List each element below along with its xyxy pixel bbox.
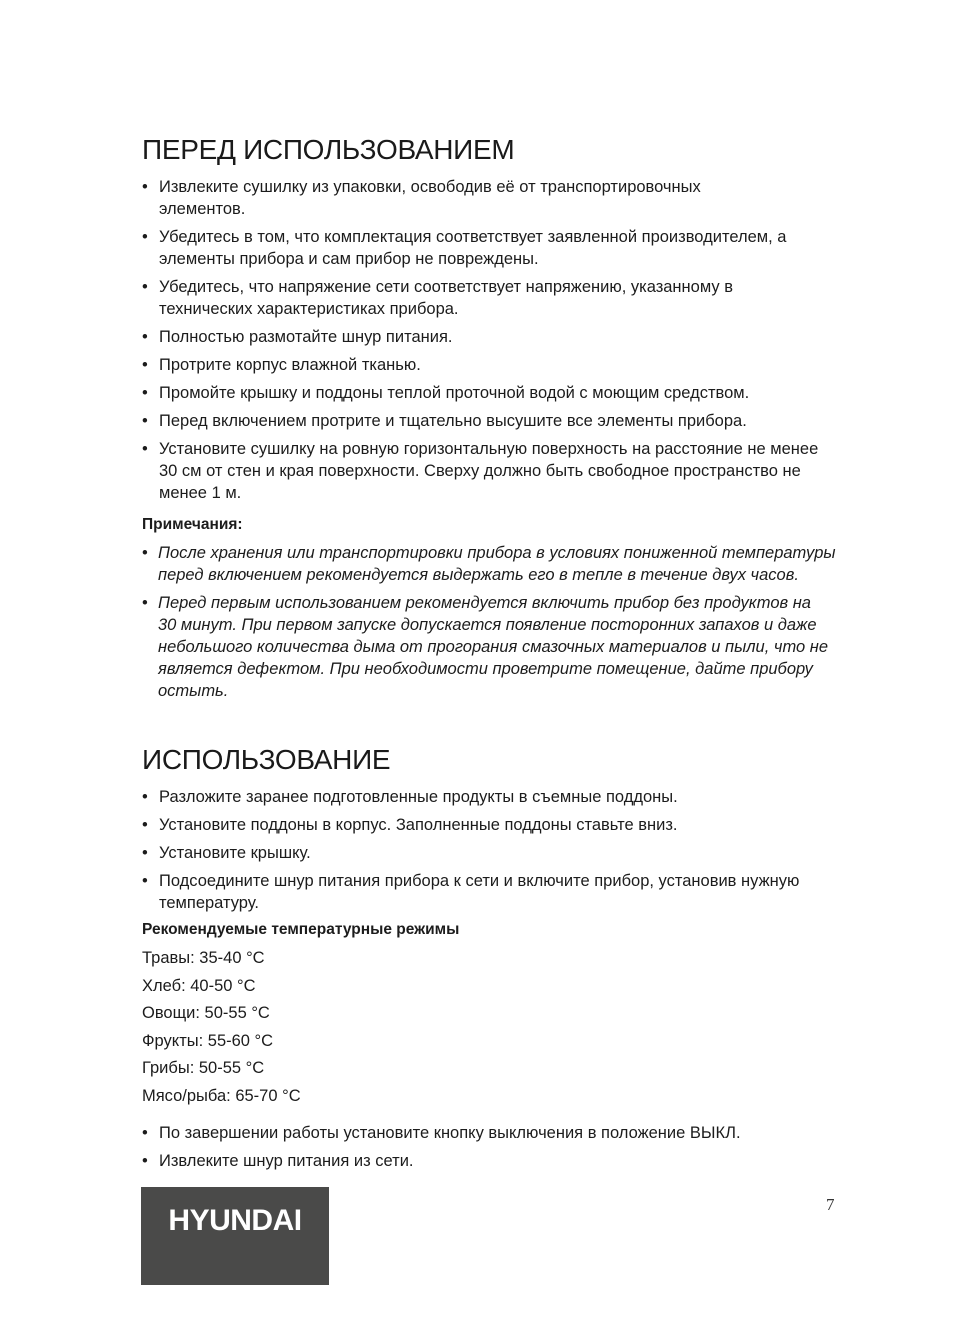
temperature-mode: Грибы: 50-55 °C xyxy=(142,1059,265,1078)
page-number: 7 xyxy=(826,1195,835,1214)
note-item: • Перед первым использованием рекомендуется включить прибор без продуктов на 30 минут. При первом запуске допускается появление посторонних запахов и даже небольшого количества дыма от прогорания смазочных материалов и пыли, что не является дефектом. При необходимости проветрите помещение, дайте прибору остыть. xyxy=(142,592,833,702)
final-steps-list xyxy=(142,1122,842,1178)
list-item: • Полностью размотайте шнур питания. xyxy=(142,326,842,348)
list-item: • Протрите корпус влажной тканью. xyxy=(142,354,842,376)
temperature-mode: Мясо/рыба: 65-70 °C xyxy=(142,1086,301,1105)
note-item: • После хранения или транспортировки прибора в условиях пониженной температуры перед включением рекомендуется выдержать его в тепле в течение двух часов. xyxy=(142,542,842,586)
brand-logo-text: HYUNDAI xyxy=(168,1204,302,1237)
list-item: • Убедитесь, что напряжение сети соответствует напряжению, указанному в технических характеристиках прибора. xyxy=(142,276,819,320)
list-item: • Извлеките сушилку из упаковки, освободив её от транспортировочных элементов. xyxy=(142,176,789,220)
usage-list xyxy=(142,786,842,920)
list-item: • Установите сушилку на ровную горизонтальную поверхность на расстояние не менее 30 см от стен и края поверхности. Сверху должно быть свободное пространство не менее 1 м. xyxy=(142,438,829,504)
notes-heading: Примечания: xyxy=(142,516,243,533)
brand-logo xyxy=(141,1187,329,1285)
temperature-mode: Овощи: 50-55 °C xyxy=(142,1004,270,1023)
before-use-list xyxy=(142,176,842,510)
list-item: • Промойте крышку и поддоны теплой проточной водой с моющим средством. xyxy=(142,382,842,404)
list-item: • Извлеките шнур питания из сети. xyxy=(142,1150,842,1172)
notes-list xyxy=(142,542,842,708)
temperature-modes-heading: Рекомендуемые температурные режимы xyxy=(142,921,460,938)
temperature-mode: Фрукты: 55-60 °C xyxy=(142,1031,274,1050)
list-item: • По завершении работы установите кнопку выключения в положение ВЫКЛ. xyxy=(142,1122,842,1144)
section-title-usage: ИСПОЛЬЗОВАНИЕ xyxy=(142,744,391,775)
list-item: • Установите поддоны в корпус. Заполненные поддоны ставьте вниз. xyxy=(142,814,842,836)
list-item: • Подсоедините шнур питания прибора к сети и включите прибор, установив нужную температуру. xyxy=(142,870,829,914)
list-item: • Перед включением протрите и тщательно высушите все элементы прибора. xyxy=(142,410,842,432)
list-item: • Установите крышку. xyxy=(142,842,842,864)
list-item: • Убедитесь в том, что комплектация соответствует заявленной производителем, а элементы прибора и сам прибор не повреждены. xyxy=(142,226,842,270)
temperature-mode: Травы: 35-40 °C xyxy=(142,949,265,967)
temperature-modes-list xyxy=(142,947,301,1113)
section-title-before-use: ПЕРЕД ИСПОЛЬЗОВАНИЕМ xyxy=(142,134,515,165)
list-item: • Разложите заранее подготовленные продукты в съемные поддоны. xyxy=(142,786,842,808)
temperature-mode: Хлеб: 40-50 °C xyxy=(142,976,256,995)
